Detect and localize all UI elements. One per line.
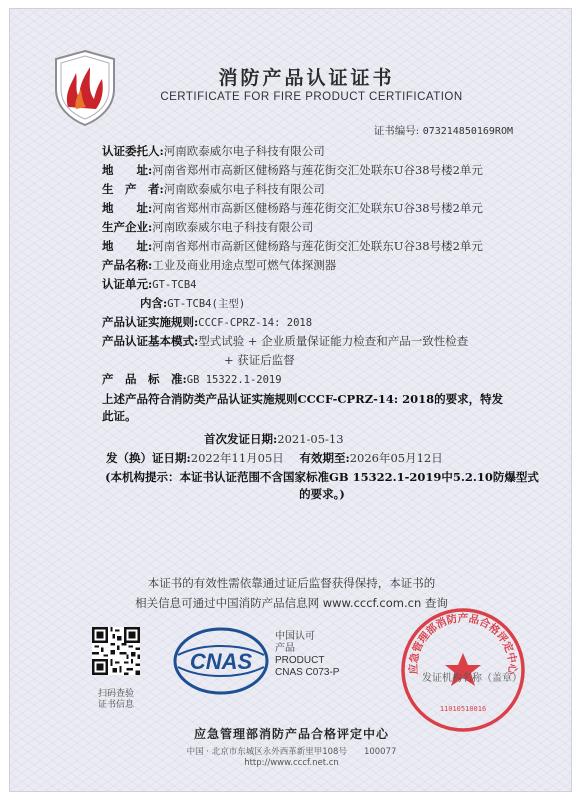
field-label: 产品认证基本模式: (102, 334, 199, 348)
qr-label-line: 证书信息 (97, 700, 134, 710)
certificate-title-en: CERTIFICATE FOR FIRE PRODUCT CERTIFICATION (160, 91, 463, 103)
field-label: 有效期至: (299, 451, 350, 465)
cnas-line: 中国认可 (275, 631, 315, 642)
cnas-line: PRODUCT (275, 655, 325, 666)
field-value: 型式试验 + 企业质量保证能力检查和产品一致性检查 (198, 334, 469, 348)
field-value: 2026年05月12日 (349, 451, 443, 465)
field-value: 河南省郑州市高新区健杨路与莲花街交汇处联东U谷38号楼2单元 (152, 163, 483, 177)
field-rule (102, 314, 312, 331)
certificate-number-value: 07321485016​9ROM (422, 126, 513, 137)
field-label: 认证单元: (102, 277, 153, 291)
certificate-number (374, 123, 513, 138)
issuer-signature-label: 发证机构名称（盖章） (422, 673, 522, 684)
certificate-title-cn: 消防产品认证证书 (218, 67, 395, 89)
conformity-statement (102, 391, 532, 425)
field-value: 河南省郑州市高新区健杨路与莲花街交汇处联东U谷38号楼2单元 (152, 239, 483, 253)
validity-line: 相关信息可通过中国消防产品信息网 www.cccf.com.cn 查询 (135, 596, 448, 610)
field-label: 首次发证日期: (204, 432, 278, 446)
field-label: 地 址: (102, 201, 153, 215)
cnas-line: 产品 (275, 643, 295, 654)
qr-code-icon[interactable] (92, 627, 140, 675)
field-label: 认证委托人: (102, 144, 164, 158)
field-value: 河南欧泰威尔电子科技有限公司 (152, 220, 314, 234)
field-label: 产品认证实施规则: (102, 315, 199, 329)
cnas-logo-text: CNAS (189, 649, 253, 674)
cnas-line: CNAS C073-P (275, 667, 340, 678)
field-label: 生产企业: (102, 220, 153, 234)
note-line: 的要求。) (299, 487, 345, 501)
qr-label-line: 扫码查验 (97, 689, 134, 699)
field-value: 工业及商业用途点型可燃气体探测器 (152, 258, 337, 272)
seal-number: 11010510016 (439, 705, 487, 713)
field-manufacturer (102, 181, 325, 197)
field-mode-continued (224, 352, 295, 368)
field-includes (140, 295, 245, 312)
field-value: 2021-05-13 (277, 432, 344, 446)
statement-line: 上述产品符合消防类产品认证实施规则CCCF-CPRZ-14: 2018的要求，特发 (102, 392, 504, 406)
field-label: 内含: (140, 296, 168, 310)
field-label: 产品名称: (102, 258, 153, 272)
field-standard (102, 371, 282, 388)
certificate-page (9, 8, 572, 792)
field-value: 2022年11月05日 (190, 451, 284, 465)
organization-address: 中国 · 北京市东城区永外西革新里甲108号 100077 (186, 747, 397, 757)
field-value: 河南省郑州市高新区健杨路与莲花街交汇处联东U谷38号楼2单元 (152, 201, 483, 215)
statement-line: 此证。 (102, 409, 137, 423)
field-factory (102, 219, 313, 235)
field-client (102, 143, 325, 159)
institution-note (102, 469, 542, 503)
field-product (102, 257, 336, 273)
cnas-accreditation-text (275, 631, 339, 679)
note-line: (本机构提示：本证书认证范围不含国家标准GB 15322.1-2019中5.2.10防爆型式 (105, 470, 539, 484)
field-label: 地 址: (102, 239, 153, 253)
field-unit (102, 276, 197, 293)
field-value: GT-TCB4(主型) (167, 298, 246, 310)
field-label: 发（换）证日期: (106, 451, 191, 465)
field-value: + 获证后监督 (224, 353, 295, 367)
field-value: GB 15322.1-2019 (186, 374, 282, 386)
organization-website[interactable]: http://www.cccf.net.cn (244, 758, 339, 768)
field-value: 河南欧泰威尔电子科技有限公司 (163, 182, 325, 196)
validity-line: 本证书的有效性需依靠通过证后监督获得保持，本证书的 (147, 576, 436, 590)
field-value: 河南欧泰威尔电子科技有限公司 (163, 144, 325, 158)
issue-and-expiry-dates (106, 450, 443, 466)
issuing-organization: 应急管理部消防产品合格评定中心 (193, 727, 389, 741)
field-value: CCCF-CPRZ-14: 2018 (198, 317, 313, 329)
qr-code-label (88, 689, 144, 711)
field-client-address (102, 162, 483, 178)
field-value: GT-TCB4 (152, 279, 197, 291)
field-factory-address (102, 238, 483, 254)
field-label: 生 产 者: (102, 182, 164, 196)
field-label: 地 址: (102, 163, 153, 177)
certificate-number-label: 证书编号: (373, 125, 420, 137)
field-mode (102, 333, 468, 349)
first-issue-date (204, 431, 344, 447)
field-manufacturer-address (102, 200, 483, 216)
seal-text: 应急管理部消防产品合格评定中心 (407, 612, 519, 675)
field-label: 产 品 标 准: (102, 372, 187, 386)
cnas-logo-icon (172, 625, 270, 697)
